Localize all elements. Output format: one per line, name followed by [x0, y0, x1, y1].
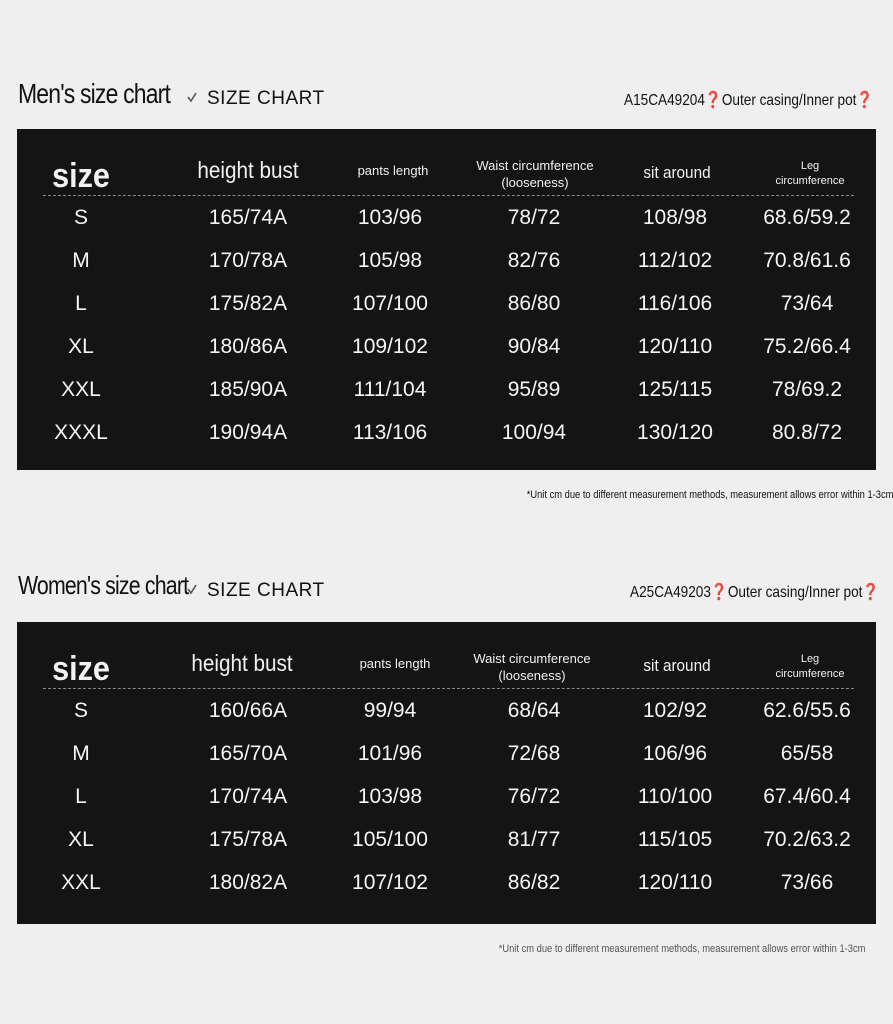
women-chart-title: Women's size chart	[18, 570, 189, 600]
check-mark-icon	[187, 92, 197, 102]
table-row	[17, 241, 876, 284]
women-table-header	[17, 622, 876, 690]
cell-height: 180/86A	[208, 335, 288, 358]
women-product-code: A25CA49203❓Outer casing/Inner pot❓	[629, 584, 879, 601]
women-unit-note: *Unit cm due to different measurement methods, measurement allows error within 1-3cm	[498, 943, 865, 955]
cell-leg: 73/66	[780, 871, 834, 894]
header-sit-around: sit around	[643, 163, 711, 182]
cell-height: 165/70A	[208, 742, 288, 765]
cell-pants: 103/98	[357, 785, 423, 808]
cell-waist: 81/77	[507, 828, 561, 851]
men-size-chart-subtitle: SIZE CHART	[207, 88, 325, 109]
cell-height: 175/82A	[208, 292, 288, 315]
cell-sit: 120/110	[637, 871, 713, 894]
table-row	[17, 413, 876, 456]
table-row	[17, 370, 876, 413]
table-row	[17, 284, 876, 327]
header-size: size	[52, 650, 110, 688]
cell-height: 175/78A	[208, 828, 288, 851]
header-waist-line2: (looseness)	[501, 175, 569, 190]
cell-size: XXL	[61, 378, 101, 401]
cell-waist: 68/64	[507, 699, 561, 722]
men-size-table	[17, 129, 876, 470]
cell-pants: 99/94	[363, 699, 417, 722]
cell-leg: 70.8/61.6	[763, 249, 851, 272]
cell-pants: 105/98	[357, 249, 423, 272]
cell-leg: 68.6/59.2	[763, 206, 851, 229]
table-row	[17, 820, 876, 863]
table-row	[17, 198, 876, 241]
cell-height: 160/66A	[208, 699, 288, 722]
header-divider	[43, 195, 854, 196]
cell-waist: 95/89	[507, 378, 561, 401]
cell-sit: 108/98	[642, 206, 708, 229]
cell-pants: 107/100	[352, 292, 428, 315]
header-leg-line2: circumference	[775, 668, 845, 680]
cell-waist: 78/72	[507, 206, 561, 229]
cell-waist: 82/76	[507, 249, 561, 272]
men-table-header	[17, 129, 876, 197]
cell-size: M	[72, 249, 90, 272]
cell-size: L	[75, 292, 87, 315]
header-leg	[775, 652, 844, 682]
cell-sit: 106/96	[642, 742, 708, 765]
cell-sit: 116/106	[637, 292, 713, 315]
cell-sit: 130/120	[637, 421, 713, 444]
header-pants-length: pants length	[357, 163, 429, 178]
header-waist-line1: Waist circumference	[476, 158, 594, 173]
header-waist-line2: (looseness)	[498, 668, 566, 683]
table-row	[17, 691, 876, 734]
header-waist	[473, 650, 590, 684]
cell-sit: 102/92	[642, 699, 708, 722]
cell-waist: 86/82	[507, 871, 561, 894]
cell-size: S	[73, 206, 89, 229]
men-unit-note: *Unit cm due to different measurement methods, measurement allows error within 1-3cm	[526, 489, 893, 501]
cell-leg: 80.8/72	[771, 421, 843, 444]
cell-sit: 120/110	[637, 335, 713, 358]
cell-height: 180/82A	[208, 871, 288, 894]
header-size: size	[52, 157, 110, 195]
cell-size: XXXL	[54, 421, 108, 444]
cell-size: S	[73, 699, 89, 722]
cell-pants: 109/102	[352, 335, 428, 358]
table-row	[17, 777, 876, 820]
cell-leg: 73/64	[780, 292, 834, 315]
men-section-header	[0, 78, 893, 118]
cell-leg: 75.2/66.4	[763, 335, 851, 358]
cell-waist: 90/84	[507, 335, 561, 358]
cell-pants: 101/96	[357, 742, 423, 765]
cell-leg: 67.4/60.4	[763, 785, 851, 808]
cell-height: 190/94A	[208, 421, 288, 444]
header-leg-line2: circumference	[775, 175, 845, 187]
cell-leg: 70.2/63.2	[763, 828, 851, 851]
cell-pants: 113/106	[352, 421, 428, 444]
cell-sit: 125/115	[637, 378, 713, 401]
men-product-code: A15CA49204❓Outer casing/Inner pot❓	[623, 92, 873, 109]
cell-leg: 78/69.2	[771, 378, 843, 401]
cell-height: 170/74A	[208, 785, 288, 808]
header-sit-around: sit around	[643, 656, 711, 675]
cell-sit: 112/102	[637, 249, 713, 272]
table-row	[17, 863, 876, 906]
header-waist-line1: Waist circumference	[473, 651, 591, 666]
cell-pants: 103/96	[357, 206, 423, 229]
header-leg-line1: Leg	[800, 160, 820, 172]
cell-height: 170/78A	[208, 249, 288, 272]
header-height-bust: height bust	[197, 157, 299, 183]
men-chart-title: Men's size chart	[18, 78, 171, 109]
cell-height: 165/74A	[208, 206, 288, 229]
header-waist	[476, 157, 593, 191]
header-height-bust: height bust	[191, 650, 293, 676]
header-divider	[43, 688, 854, 689]
cell-size: XXL	[61, 871, 101, 894]
cell-waist: 76/72	[507, 785, 561, 808]
header-leg	[775, 159, 844, 189]
women-section-header	[0, 570, 893, 610]
cell-sit: 115/105	[637, 828, 713, 851]
cell-pants: 111/104	[353, 378, 427, 401]
cell-pants: 107/102	[352, 871, 428, 894]
cell-size: XL	[68, 828, 94, 851]
women-size-chart-subtitle: SIZE CHART	[207, 580, 325, 601]
cell-size: L	[75, 785, 87, 808]
women-size-table	[17, 622, 876, 924]
check-mark-icon	[187, 584, 197, 594]
cell-size: M	[72, 742, 90, 765]
cell-waist: 100/94	[501, 421, 567, 444]
table-row	[17, 327, 876, 370]
cell-sit: 110/100	[637, 785, 713, 808]
header-pants-length: pants length	[359, 656, 431, 671]
header-leg-line1: Leg	[800, 653, 820, 665]
table-row	[17, 734, 876, 777]
cell-waist: 86/80	[507, 292, 561, 315]
cell-leg: 65/58	[780, 742, 834, 765]
cell-leg: 62.6/55.6	[763, 699, 851, 722]
cell-waist: 72/68	[507, 742, 561, 765]
cell-height: 185/90A	[208, 378, 288, 401]
cell-size: XL	[68, 335, 94, 358]
cell-pants: 105/100	[352, 828, 428, 851]
